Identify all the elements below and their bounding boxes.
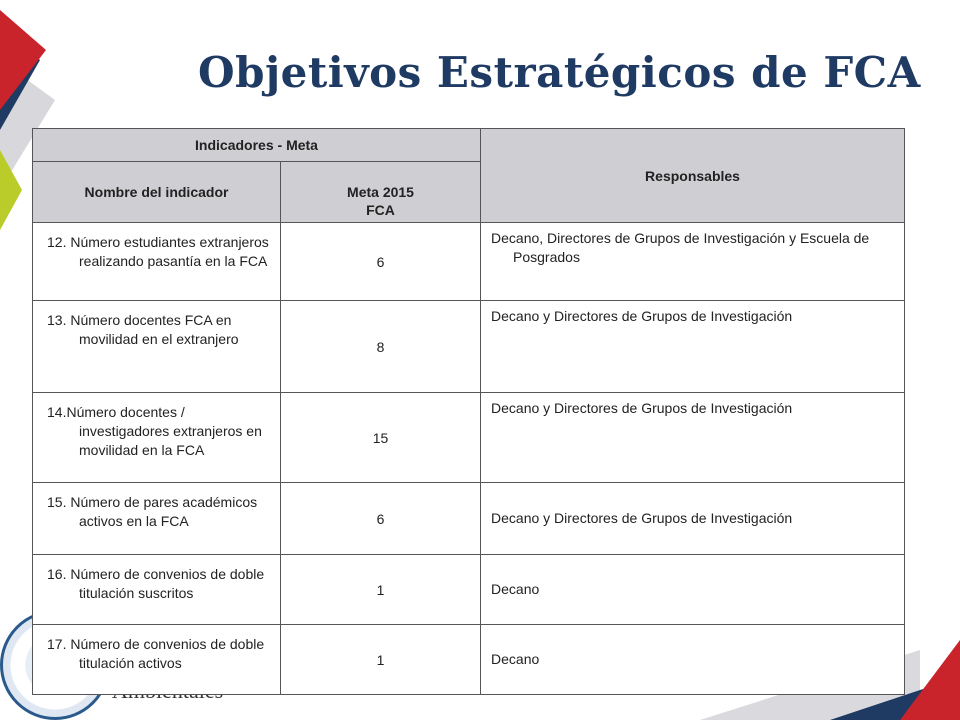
meta-value: 6 (281, 483, 481, 555)
indicator-name: 14.Número docentes / investigadores extranjeros en movilidad en la FCA (47, 404, 262, 458)
table-row (33, 301, 905, 393)
indicator-name-cell (33, 555, 281, 625)
responsables-text: Decano y Directores de Grupos de Investigación (491, 308, 793, 324)
responsables-cell (481, 625, 905, 695)
responsables-cell (481, 301, 905, 393)
table-row (33, 555, 905, 625)
indicator-name: 16. Número de convenios de doble titulación suscritos (47, 566, 265, 601)
meta-value: 15 (281, 393, 481, 483)
corner-decoration-red (0, 10, 46, 110)
indicator-name-cell (33, 393, 281, 483)
header-meta-2015 (281, 162, 481, 223)
bottom-right-decoration-red (900, 640, 960, 720)
header-responsables: Responsables (481, 129, 905, 223)
indicator-name: 12. Número estudiantes extranjeros realizando pasantía en la FCA (47, 234, 269, 269)
responsables-cell (481, 223, 905, 301)
responsables-cell (481, 483, 905, 555)
header-indicadores-meta: Indicadores - Meta (33, 129, 481, 162)
table-row (33, 223, 905, 301)
indicator-name: 13. Número docentes FCA en movilidad en el extranjero (47, 312, 239, 347)
meta-value: 6 (281, 223, 481, 301)
indicator-name-cell (33, 483, 281, 555)
responsables-text: Decano, Directores de Grupos de Investigación y Escuela de Posgrados (491, 230, 870, 265)
indicator-name-cell (33, 223, 281, 301)
meta-value: 1 (281, 625, 481, 695)
responsables-cell (481, 555, 905, 625)
header-nombre-indicador: Nombre del indicador (33, 162, 281, 223)
table-row (33, 625, 905, 695)
responsables-text: Decano y Directores de Grupos de Investigación (491, 400, 793, 416)
indicator-name-cell (33, 625, 281, 695)
corner-decoration-lime (0, 150, 22, 230)
indicators-table (32, 128, 905, 695)
table-row (33, 483, 905, 555)
meta-value: 1 (281, 555, 481, 625)
responsables-text: Decano (491, 651, 540, 667)
indicator-name: 15. Número de pares académicos activos en la FCA (47, 494, 258, 529)
responsables-cell (481, 393, 905, 483)
meta-value: 8 (281, 301, 481, 393)
header-meta-2015-label: Meta 2015 FCA (347, 184, 414, 218)
indicator-name: 17. Número de convenios de doble titulación activos (47, 636, 265, 671)
indicator-name-cell (33, 301, 281, 393)
responsables-text: Decano y Directores de Grupos de Investigación (491, 510, 793, 526)
table-row (33, 393, 905, 483)
page-title: Objetivos Estratégicos de FCA (198, 48, 921, 97)
responsables-text: Decano (491, 581, 540, 597)
